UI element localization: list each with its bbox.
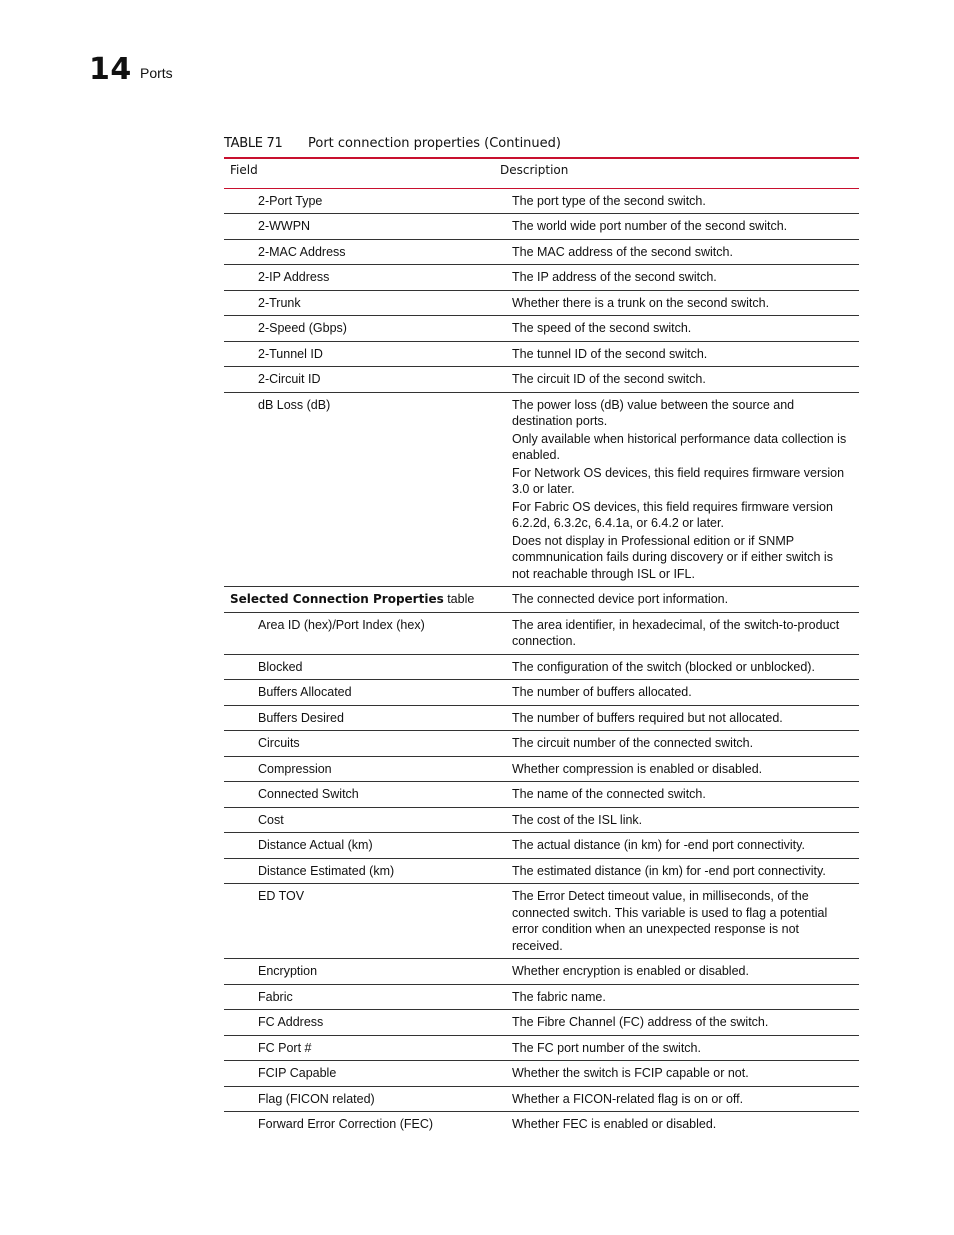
description-cell	[494, 833, 859, 859]
description-cell	[494, 959, 859, 985]
description-cell	[494, 214, 859, 240]
table-row	[224, 367, 859, 393]
field-name: dB Loss (dB)	[258, 397, 331, 412]
field-cell	[224, 984, 494, 1010]
field-cell	[224, 239, 494, 265]
description-text: Whether there is a trunk on the second switch.	[512, 295, 770, 310]
field-name: FCIP Capable	[258, 1066, 337, 1080]
field-cell	[224, 1035, 494, 1061]
field-cell	[224, 290, 494, 316]
description-text: For Fabric OS devices, this field requires firmware version 6.2.2d, 6.3.2c, 6.4.1a, or 6.4.2 or later.	[512, 499, 833, 530]
description-text: The port type of the second switch.	[512, 193, 706, 208]
description-cell	[494, 782, 859, 808]
field-cell	[224, 680, 494, 706]
chapter-number: 14	[89, 52, 132, 87]
description-text: The area identifier, in hexadecimal, of the switch-to-product connection.	[512, 617, 840, 648]
description-text: The MAC address of the second switch.	[512, 244, 733, 259]
description-cell	[494, 1086, 859, 1112]
field-name: Blocked	[258, 659, 303, 674]
description-text: The tunnel ID of the second switch.	[512, 346, 708, 361]
description-cell	[494, 290, 859, 316]
field-cell	[224, 959, 494, 985]
table-body	[224, 188, 859, 1137]
description-cell	[494, 731, 859, 757]
description-cell	[494, 1061, 859, 1087]
description-cell	[494, 587, 859, 613]
field-name: 2-IP Address	[258, 270, 330, 284]
field-name: Buffers Desired	[258, 710, 344, 725]
table-row	[224, 705, 859, 731]
description-cell	[494, 392, 859, 587]
table-row	[224, 341, 859, 367]
description-text: The connected device port information.	[512, 592, 729, 606]
field-name: Distance Estimated (km)	[258, 863, 395, 878]
description-text: The estimated distance (in km) for -end port connectivity.	[512, 863, 826, 878]
description-text: The FC port number of the switch.	[512, 1040, 701, 1055]
section-name: Selected Connection Properties	[230, 592, 444, 606]
description-cell	[494, 612, 859, 654]
table-row	[224, 884, 859, 959]
field-name: Connected Switch	[258, 787, 359, 801]
field-cell	[224, 392, 494, 587]
column-header-description: Description	[494, 158, 859, 188]
table-row	[224, 807, 859, 833]
table-row	[224, 587, 859, 613]
field-name: Cost	[258, 812, 284, 827]
field-cell	[224, 1061, 494, 1087]
field-name: Fabric	[258, 989, 293, 1004]
field-cell	[224, 367, 494, 393]
table-row	[224, 984, 859, 1010]
description-text: The Fibre Channel (FC) address of the switch.	[512, 1015, 769, 1029]
field-name: 2-Speed (Gbps)	[258, 321, 347, 335]
field-cell	[224, 265, 494, 291]
description-cell	[494, 680, 859, 706]
table-row	[224, 1086, 859, 1112]
description-cell	[494, 367, 859, 393]
description-text: For Network OS devices, this field requires firmware version 3.0 or later.	[512, 465, 845, 496]
table-row	[224, 612, 859, 654]
field-name: 2-Port Type	[258, 193, 323, 208]
field-cell	[224, 214, 494, 240]
field-cell	[224, 705, 494, 731]
description-text: The power loss (dB) value between the source and destination ports.	[512, 397, 795, 428]
description-cell	[494, 654, 859, 680]
description-text: The speed of the second switch.	[512, 321, 692, 335]
field-name: Area ID (hex)/Port Index (hex)	[258, 617, 425, 632]
description-text: The actual distance (in km) for -end port connectivity.	[512, 838, 805, 852]
description-cell	[494, 1112, 859, 1137]
description-text: Whether a FICON-related flag is on or off.	[512, 1091, 744, 1106]
field-name: Forward Error Correction (FEC)	[258, 1117, 434, 1131]
field-cell	[224, 654, 494, 680]
field-cell	[224, 858, 494, 884]
table-row	[224, 1112, 859, 1137]
field-name: 2-Circuit ID	[258, 372, 321, 386]
table-row	[224, 239, 859, 265]
description-text: The Error Detect timeout value, in milliseconds, of the connected switch. This variable is used to flag a potential error condition when an unexpected response is not received.	[512, 889, 828, 953]
description-text: The number of buffers required but not allocated.	[512, 710, 783, 725]
table-row	[224, 756, 859, 782]
field-cell	[224, 884, 494, 959]
table-row	[224, 959, 859, 985]
description-text: The circuit ID of the second switch.	[512, 372, 706, 386]
field-name: ED TOV	[258, 889, 305, 903]
description-text: Whether encryption is enabled or disabled.	[512, 964, 749, 978]
description-cell	[494, 188, 859, 214]
description-text: Whether FEC is enabled or disabled.	[512, 1117, 717, 1131]
description-cell	[494, 984, 859, 1010]
description-text: The world wide port number of the second switch.	[512, 219, 788, 233]
chapter-title: Ports	[140, 65, 173, 81]
field-cell	[224, 341, 494, 367]
table-row	[224, 1010, 859, 1036]
field-cell	[224, 807, 494, 833]
field-name: 2-MAC Address	[258, 244, 346, 259]
description-cell	[494, 858, 859, 884]
field-cell	[224, 833, 494, 859]
port-connection-properties-table	[224, 157, 859, 1137]
table-row	[224, 265, 859, 291]
field-cell	[224, 1112, 494, 1137]
description-cell	[494, 1035, 859, 1061]
field-name: 2-WWPN	[258, 219, 311, 233]
section-suffix: table	[443, 592, 475, 606]
field-cell	[224, 782, 494, 808]
field-name: FC Address	[258, 1015, 324, 1029]
field-cell	[224, 1010, 494, 1036]
field-cell	[224, 756, 494, 782]
description-text: Whether the switch is FCIP capable or not.	[512, 1066, 749, 1080]
description-text: The circuit number of the connected switch.	[512, 736, 754, 750]
description-cell	[494, 265, 859, 291]
field-name: FC Port #	[258, 1040, 312, 1055]
description-cell	[494, 756, 859, 782]
table-row	[224, 316, 859, 342]
table-row	[224, 731, 859, 757]
description-text: The number of buffers allocated.	[512, 685, 692, 699]
field-cell	[224, 1086, 494, 1112]
field-name: Circuits	[258, 736, 300, 750]
field-cell	[224, 587, 494, 613]
description-text: The configuration of the switch (blocked or unblocked).	[512, 659, 815, 674]
description-cell	[494, 239, 859, 265]
table-row	[224, 214, 859, 240]
description-text: The cost of the ISL link.	[512, 812, 643, 827]
table-row	[224, 858, 859, 884]
table-row	[224, 1061, 859, 1087]
description-text: The name of the connected switch.	[512, 787, 706, 801]
field-name: Flag (FICON related)	[258, 1091, 375, 1106]
description-text: Whether compression is enabled or disabled.	[512, 761, 763, 776]
field-name: 2-Tunnel ID	[258, 346, 323, 361]
table-row	[224, 1035, 859, 1061]
description-text: Only available when historical performance data collection is enabled.	[512, 431, 847, 462]
field-cell	[224, 188, 494, 214]
description-cell	[494, 884, 859, 959]
description-cell	[494, 341, 859, 367]
field-name: Distance Actual (km)	[258, 838, 373, 852]
table-row	[224, 654, 859, 680]
field-cell	[224, 612, 494, 654]
table-row	[224, 680, 859, 706]
field-cell	[224, 316, 494, 342]
table-header-row	[224, 158, 859, 188]
field-cell	[224, 731, 494, 757]
description-text: The IP address of the second switch.	[512, 270, 717, 284]
field-name: Compression	[258, 761, 332, 776]
description-cell	[494, 807, 859, 833]
table-row	[224, 188, 859, 214]
description-text: The fabric name.	[512, 989, 606, 1004]
table-title: Port connection properties (Continued)	[308, 136, 561, 151]
description-cell	[494, 705, 859, 731]
column-header-field: Field	[224, 158, 494, 188]
description-cell	[494, 1010, 859, 1036]
description-text: Does not display in Professional edition or if SNMP commnunication fails during discovery or if either switch is not reachable through ISL or IFL.	[512, 533, 833, 581]
table-row	[224, 833, 859, 859]
table-row	[224, 782, 859, 808]
table-label: TABLE 71	[224, 136, 283, 151]
field-name: 2-Trunk	[258, 295, 301, 310]
description-cell	[494, 316, 859, 342]
field-name: Encryption	[258, 964, 318, 978]
table-row	[224, 290, 859, 316]
field-name: Buffers Allocated	[258, 685, 352, 699]
table-row	[224, 392, 859, 587]
table-caption	[224, 136, 859, 151]
